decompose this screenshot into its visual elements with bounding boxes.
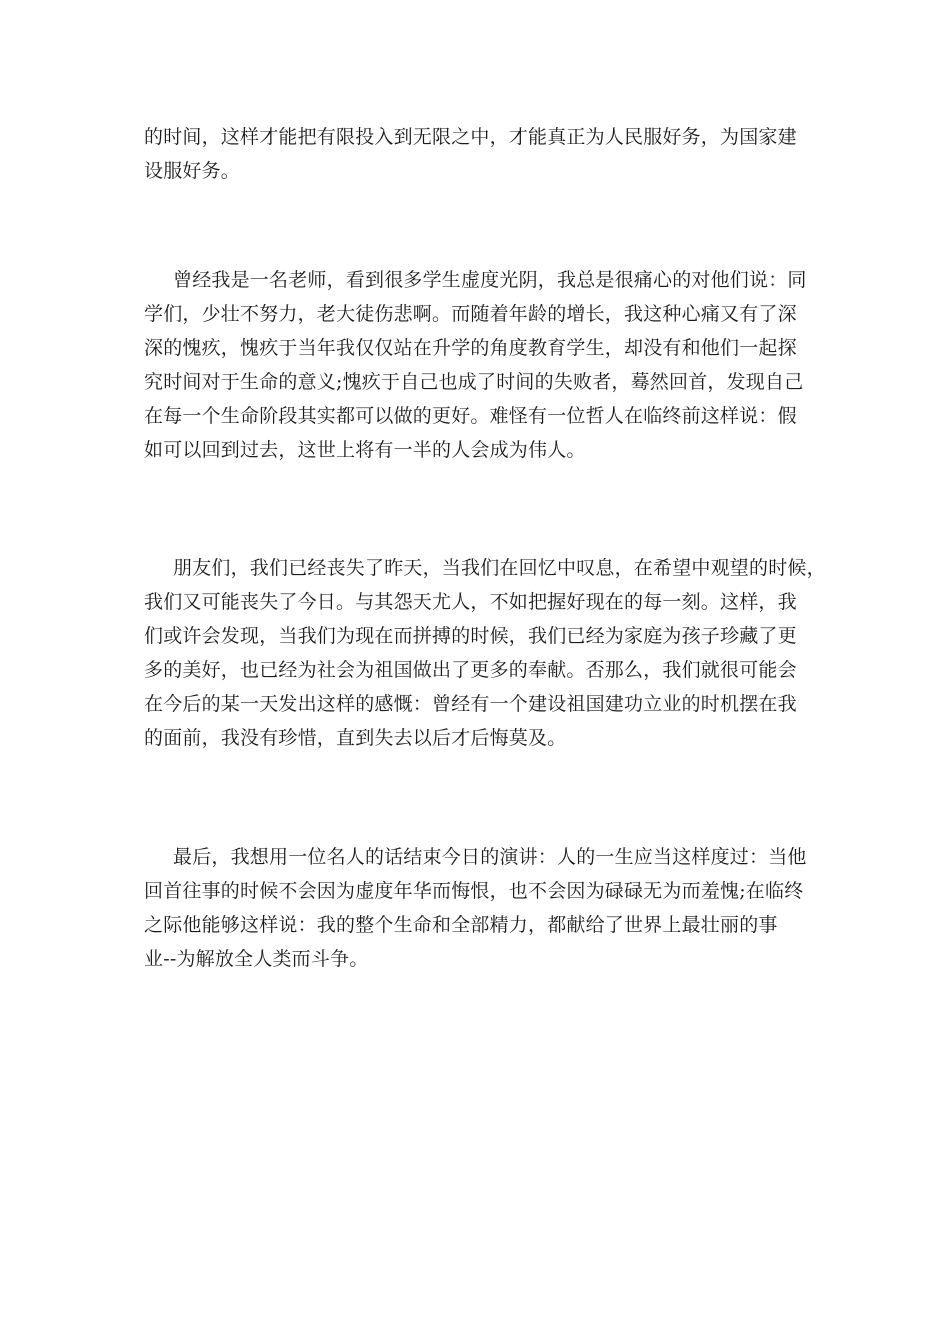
text-line: 最后，我想用一位名人的话结束今日的演讲：人的一生应当这样度过：当他: [173, 846, 807, 868]
text-line: 如可以回到过去，这世上将有一半的人会成为伟人。: [144, 439, 586, 461]
text-line: 的面前，我没有珍惜，直到失去以后才后悔莫及。: [144, 727, 567, 749]
text-line: 业--为解放全人类而斗争。: [144, 948, 369, 970]
paragraph-closing-quote: [144, 840, 814, 976]
text-line: 回首往事的时候不会因为虚度年华而悔恨，也不会因为碌碌无为而羞愧;在临终: [144, 880, 804, 902]
text-line: 多的美好，也已经为社会为祖国做出了更多的奉献。否那么，我们就很可能会: [144, 659, 797, 681]
text-line: 学们，少壮不努力，老大徒伤悲啊。而随着年龄的增长，我这种心痛又有了深: [144, 303, 797, 325]
text-line: 我们又可能丧失了今日。与其怨天尤人，不如把握好现在的每一刻。这样，我: [144, 591, 797, 613]
text-line: 在今后的某一天发出这样的感慨：曾经有一个建设祖国建功立业的时机摆在我: [144, 693, 797, 715]
text-line: 设服好务。: [144, 160, 241, 182]
paragraph-teacher-reflection: [144, 263, 814, 467]
text-line: 的时间，这样才能把有限投入到无限之中，才能真正为人民服好务，为国家建: [144, 126, 797, 148]
text-line: 在每一个生命阶段其实都可以做的更好。难怪有一位哲人在临终前这样说：假: [144, 405, 797, 427]
text-line: 深的愧疚，愧疚于当年我仅仅站在升学的角度教育学生，却没有和他们一起探: [144, 337, 797, 359]
text-line: 朋友们，我们已经丧失了昨天，当我们在回忆中叹息，在希望中观望的时候，: [173, 557, 826, 579]
paragraph-friends-appeal: [144, 551, 826, 755]
text-line: 曾经我是一名老师，看到很多学生虚度光阴，我总是很痛心的对他们说：同: [173, 269, 807, 291]
text-line: 之际他能够这样说：我的整个生命和全部精力，都献给了世界上最壮丽的事: [144, 914, 778, 936]
text-line: 究时间对于生命的意义;愧疚于自己也成了时间的失败者，蓦然回首，发现自己: [144, 371, 804, 393]
paragraph-continuation: [144, 120, 814, 188]
text-line: 们或许会发现，当我们为现在而拼搏的时候，我们已经为家庭为孩子珍藏了更: [144, 625, 797, 647]
